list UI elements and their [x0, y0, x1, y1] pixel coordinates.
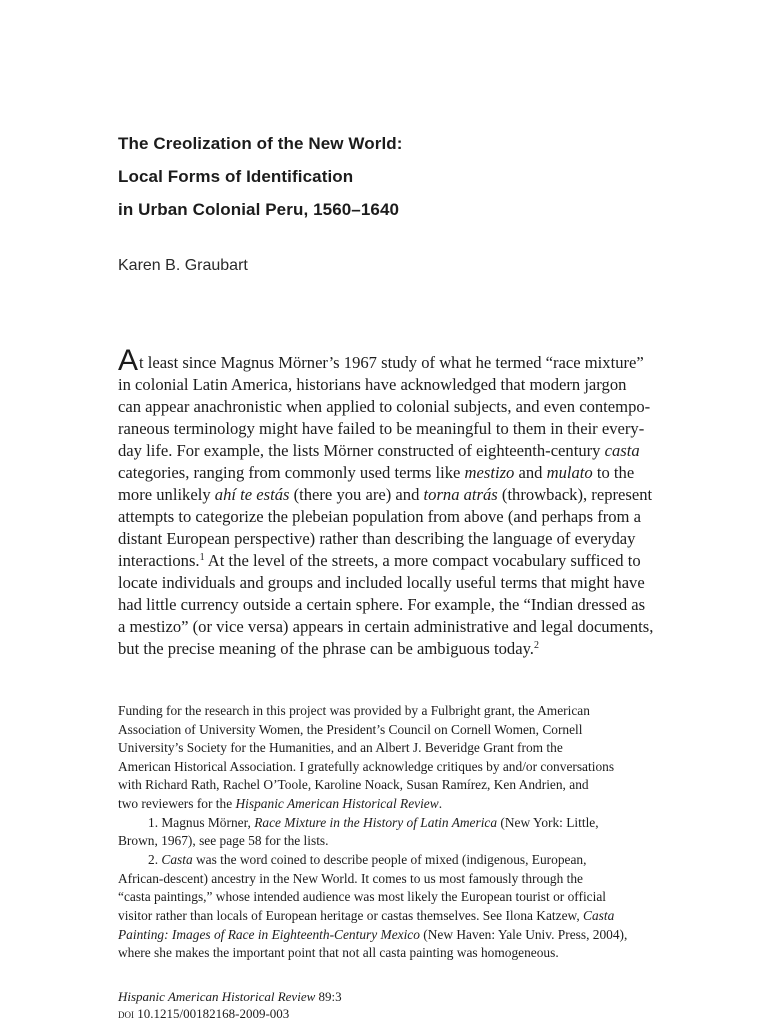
body-line-7-text: more unlikely — [118, 485, 215, 504]
funding-note-line-3: University’s Society for the Humanities, and an Albert J. Beveridge Grant from the — [118, 740, 563, 755]
body-line-6-text: categories, ranging from commonly used terms like — [118, 463, 465, 482]
journal-name: Hispanic American Historical Review — [118, 989, 316, 1004]
funding-note-line-4: American Historical Association. I gratefully acknowledge critiques by and/or conversations — [118, 759, 615, 774]
journal-issue: 89:3 — [315, 989, 342, 1004]
footnote-2-line-1 — [148, 852, 586, 868]
body-line-7 — [118, 485, 652, 505]
footnote-2-book-title-start: Casta — [583, 908, 615, 923]
footnote-2-book-title-end: Painting: Images of Race in Eighteenth-Century Mexico — [118, 927, 420, 942]
drop-cap: A — [118, 344, 139, 377]
footnote-2-term-casta: Casta — [161, 852, 193, 867]
footnote-ref-1[interactable]: 1 — [199, 552, 205, 563]
journal-citation — [118, 989, 342, 1005]
funding-note-line-6 — [118, 796, 442, 812]
body-line-7-end: (throwback), represent — [497, 485, 653, 504]
body-line-10 — [118, 551, 641, 571]
footnote-2-line-5 — [118, 927, 627, 943]
body-line-7-mid: (there you are) and — [289, 485, 424, 504]
footnote-2-line-6: where she makes the important point that not all casta painting was homogeneous. — [118, 945, 559, 960]
footnote-1-line-1 — [148, 815, 599, 831]
body-line-4: raneous terminology might have failed to be meaningful to them in their every- — [118, 419, 645, 438]
article-title-line-2: Local Forms of Identification — [118, 167, 354, 186]
funding-note-period: . — [438, 796, 443, 811]
body-line-1 — [118, 344, 644, 377]
body-line-5-text: day life. For example, the lists Mörner constructed of eighteenth-century — [118, 441, 605, 460]
footnote-1-line-2: Brown, 1967), see page 58 for the lists. — [118, 833, 329, 848]
italic-term-mestizo: mestizo — [464, 463, 515, 482]
funding-note-line-2: Association of University Women, the President’s Council on Cornell Women, Cornell — [118, 722, 583, 737]
italic-term-ahi-te-estas: ahí te estás — [214, 485, 290, 504]
body-line-3: can appear anachronistic when applied to colonial subjects, and even contempo- — [118, 397, 651, 416]
body-line-13: a mestizo” (or vice versa) appears in certain administrative and legal documents, — [118, 617, 654, 636]
journal-title-italic: Hispanic American Historical Review — [235, 796, 439, 811]
footnote-ref-2[interactable]: 2 — [533, 640, 539, 651]
doi-line[interactable] — [118, 1006, 289, 1022]
footnote-2-line-4 — [118, 908, 614, 924]
body-line-8: attempts to categorize the plebeian population from above (and perhaps from a — [118, 507, 641, 526]
footnote-2-line-3: “casta paintings,” whose intended audience was most likely the European tourist or official — [118, 889, 606, 904]
funding-note-line-1: Funding for the research in this project was provided by a Fulbright grant, the American — [118, 703, 590, 718]
footnote-2-number: 2. — [148, 852, 162, 867]
body-line-5 — [118, 441, 640, 461]
body-line-10-rest: At the level of the streets, a more compact vocabulary sufficed to — [204, 551, 641, 570]
body-line-6-end: to the — [592, 463, 635, 482]
footnote-2-line-4-text: visitor rather than locals of European heritage or castas themselves. See Ilona Katzew, — [118, 908, 584, 923]
article-title-line-1: The Creolization of the New World: — [118, 134, 403, 153]
body-line-6 — [118, 463, 634, 483]
footnote-2-line-1-text: was the word coined to describe people of mixed (indigenous, European, — [192, 852, 587, 867]
article-title-line-3: in Urban Colonial Peru, 1560–1640 — [118, 200, 400, 219]
footnote-1-suffix: (New York: Little, — [497, 815, 599, 830]
footnote-2-line-2: African-descent) ancestry in the New World. It comes to us most famously through the — [118, 871, 583, 886]
body-line-14-text: but the precise meaning of the phrase can be ambiguous today. — [118, 639, 534, 658]
italic-term-torna-atras: torna atrás — [423, 485, 498, 504]
doi-label: doi — [118, 1006, 134, 1021]
footnote-2-line-5-text: (New Haven: Yale Univ. Press, 2004), — [419, 927, 628, 942]
footnote-1-book-title: Race Mixture in the History of Latin America — [254, 815, 498, 830]
body-line-14 — [118, 639, 539, 659]
body-line-12: had little currency outside a certain sphere. For example, the “Indian dressed as — [118, 595, 646, 614]
body-line-6-mid: and — [514, 463, 547, 482]
body-line-1-text: t least since Magnus Mörner’s 1967 study of what he termed “race mixture” — [139, 353, 644, 372]
body-line-10-text: interactions. — [118, 551, 200, 570]
footnote-1-prefix: 1. Magnus Mörner, — [148, 815, 255, 830]
italic-term-casta: casta — [604, 441, 640, 460]
doi-value: 10.1215/00182168-2009-003 — [134, 1006, 290, 1021]
body-line-2: in colonial Latin America, historians have acknowledged that modern jargon — [118, 375, 627, 394]
funding-note-line-6-text: two reviewers for the — [118, 796, 236, 811]
funding-note-line-5: with Richard Rath, Rachel O’Toole, Karoline Noack, Susan Ramírez, Ken Andrien, and — [118, 777, 589, 792]
body-line-11: locate individuals and groups and included locally useful terms that might have — [118, 573, 645, 592]
italic-term-mulato: mulato — [546, 463, 593, 482]
author-name: Karen B. Graubart — [118, 257, 248, 274]
body-line-9: distant European perspective) rather than describing the language of everyday — [118, 529, 636, 548]
